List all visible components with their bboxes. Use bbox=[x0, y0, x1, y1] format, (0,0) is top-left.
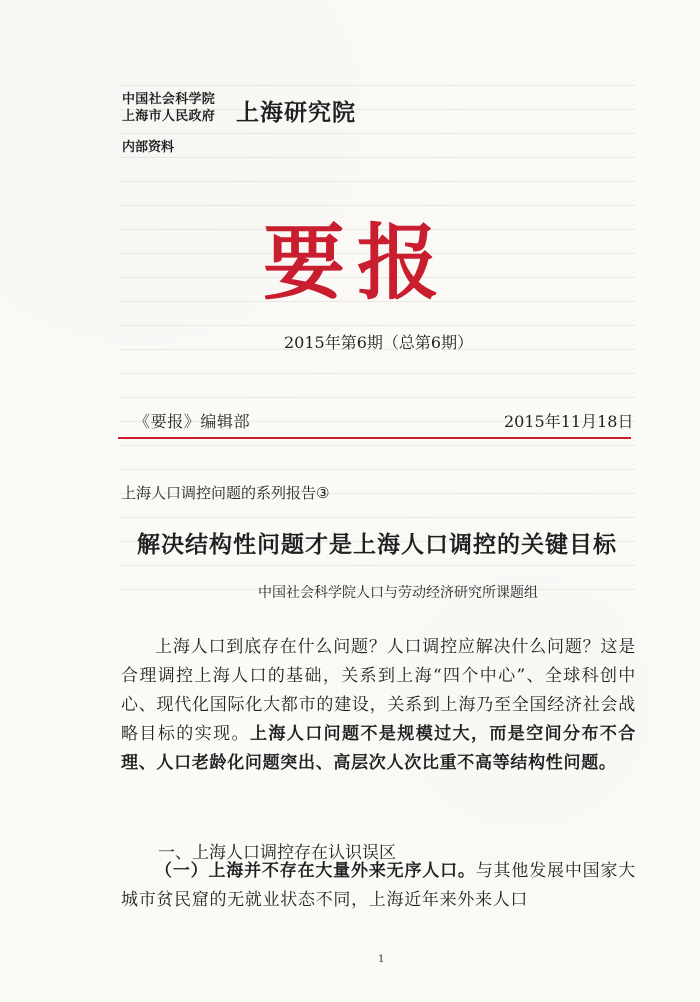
paragraph-1-text: 上海人口到底存在什么问题？人口调控应解决什么问题？这是合理调控上海人口的基础，关系到上海“四个中心”、全球科创中心、现代化国际化大都市的建设，关系到上海乃至全国经济社会战略目标的实现。 bbox=[121, 637, 636, 744]
series-title: 上海人口调控问题的系列报告③ bbox=[121, 484, 330, 502]
paragraph-2-emphasis: （一）上海并不存在大量外来无序人口。 bbox=[155, 861, 476, 881]
paragraph-2-text: 与其他发展中国家大城市贫民窟的无就业状态不同，上海近年来外来人口 bbox=[121, 861, 636, 910]
paragraph-2 bbox=[121, 857, 636, 915]
red-divider bbox=[118, 437, 631, 439]
issuing-organizations bbox=[122, 91, 215, 125]
publication-date: 2015年11月18日 bbox=[504, 412, 634, 431]
issue-number: 2015年第6期（总第6期） bbox=[284, 333, 474, 352]
org-line-2: 上海市人民政府 bbox=[122, 109, 216, 124]
section-heading: 一、上海人口调控存在认识误区 bbox=[158, 843, 396, 863]
institute-name: 上海研究院 bbox=[236, 99, 356, 126]
article-body bbox=[121, 633, 636, 778]
org-line-1: 中国社会科学院 bbox=[122, 92, 216, 107]
paragraph-1-emphasis: 上海人口问题不是规模过大，而是空间分布不合理、人口老龄化问题突出、高层次人次比重不高等结构性问题。 bbox=[121, 724, 636, 773]
subsection-body bbox=[121, 857, 636, 915]
editorial-department: 《要报》编辑部 bbox=[134, 412, 251, 431]
article-title: 解决结构性问题才是上海人口调控的关键目标 bbox=[137, 531, 617, 558]
paragraph-1 bbox=[121, 633, 636, 778]
internal-material-label: 内部资料 bbox=[122, 140, 175, 155]
report-masthead: 要报 bbox=[263, 215, 452, 311]
author-line: 中国社会科学院人口与劳动经济研究所课题组 bbox=[258, 585, 538, 601]
page-number: 1 bbox=[378, 954, 385, 965]
